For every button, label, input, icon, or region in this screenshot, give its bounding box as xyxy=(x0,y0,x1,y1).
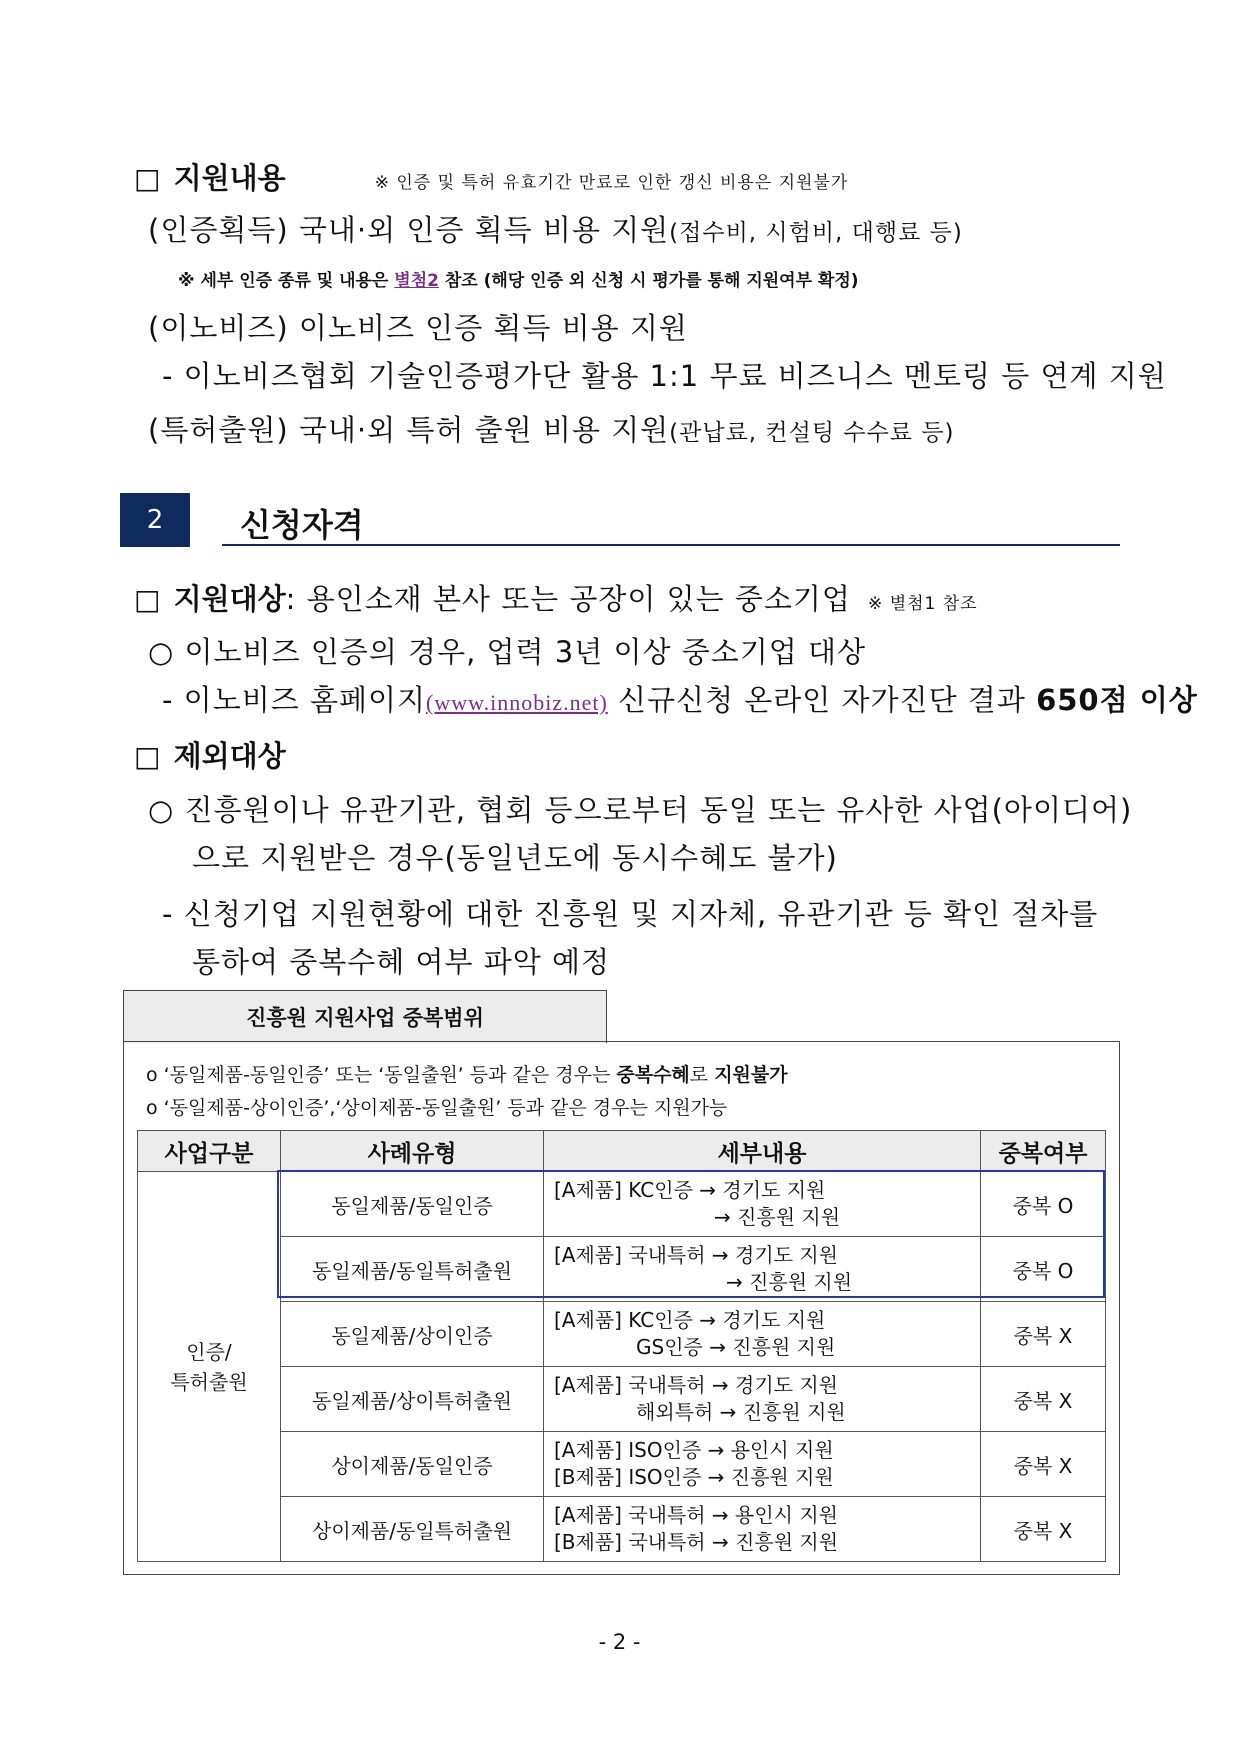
table-header-row xyxy=(138,1131,1106,1172)
section-title: 신청자격 xyxy=(240,506,364,544)
table-row: 상이제품/동일인증 [A제품] ISO인증 → 용인시 지원 [B제품] ISO인증 → 진흥원 지원 중복 X xyxy=(138,1432,1106,1497)
support-content-heading xyxy=(134,156,848,197)
support-target: □ 지원대상: 용인소재 본사 또는 공장이 있는 중소기업 ※ 별첨1 참조 xyxy=(134,582,978,616)
item-innobiz: (이노비즈) 이노비즈 인증 획득 비용 지원 xyxy=(148,311,688,345)
square-bullet-icon: □ xyxy=(134,162,161,195)
dup-scope-box xyxy=(123,1041,1120,1575)
dup-rule-2: o ‘동일제품-상이인증’,‘상이제품-동일출원’ 등과 같은 경우는 지원가능 xyxy=(146,1097,728,1119)
exclusion-item-line1: ○ 진흥원이나 유관기관, 협회 등으로부터 동일 또는 유사한 사업(아이디어) xyxy=(148,793,1133,827)
innobiz-url-link[interactable]: (www.innobiz.net) xyxy=(426,690,608,715)
item-patent-application: (특허출원) 국내·외 특허 출원 비용 지원(관납료, 컨설팅 수수료 등) xyxy=(148,413,955,447)
innobiz-mentoring-sub: - 이노비즈협회 기술인증평가단 활용 1:1 무료 비즈니스 멘토링 등 연계 지원 xyxy=(162,359,1167,393)
header-category: 사업구분 xyxy=(138,1131,281,1172)
dup-box-title: 진흥원 지원사업 중복범위 xyxy=(123,990,607,1043)
appendix2-link[interactable]: 별첨2 xyxy=(394,271,439,291)
innobiz-self-check: - 이노비즈 홈페이지(www.innobiz.net) 신규신청 온라인 자가진단 결과 650점 이상 xyxy=(162,683,1198,717)
item-cert-acquisition: (인증획득) 국내·외 인증 획득 비용 지원(접수비, 시험비, 대행료 등) xyxy=(148,213,963,247)
heading-text: 지원내용 xyxy=(173,161,286,195)
table-row: 동일제품/상이특허출원 [A제품] 국내특허 → 경기도 지원 해외특허 → 진흥원 지원 중복 X xyxy=(138,1367,1106,1432)
category-cell: 인증/ 특허출원 xyxy=(138,1172,281,1562)
section-number: 2 xyxy=(120,493,190,547)
table-row: 동일제품/상이인증 [A제품] KC인증 → 경기도 지원 GS인증 → 진흥원 지원 중복 X xyxy=(138,1302,1106,1367)
dup-rule-1: o ‘동일제품-동일인증’ 또는 ‘동일출원’ 등과 같은 경우는 중복수혜로 지원불가 xyxy=(146,1064,788,1086)
exclusion-item-line2: 으로 지원받은 경우(동일년도에 동시수혜도 불가) xyxy=(192,841,838,875)
section-divider xyxy=(222,544,1120,546)
exclusion-heading: □ 제외대상 xyxy=(134,739,286,773)
dup-table xyxy=(137,1130,1106,1562)
square-bullet-icon: □ xyxy=(134,740,161,773)
square-bullet-icon: □ xyxy=(134,583,161,616)
table-row: 동일제품/동일특허출원 [A제품] 국내특허 → 경기도 지원 → 진흥원 지원 중복 O xyxy=(138,1237,1106,1302)
header-detail: 세부내용 xyxy=(544,1131,981,1172)
exclusion-sub-line1: - 신청기업 지원현황에 대한 진흥원 및 지자체, 유관기관 등 확인 절차를 xyxy=(162,897,1099,931)
table-row: 인증/ 특허출원 동일제품/동일인증 [A제품] KC인증 → 경기도 지원 → 진흥원 지원 중복 O xyxy=(138,1172,1106,1237)
header-case-type: 사례유형 xyxy=(281,1131,544,1172)
page-number: - 2 - xyxy=(598,1630,641,1654)
header-duplicate: 중복여부 xyxy=(981,1131,1106,1172)
table-row: 상이제품/동일특허출원 [A제품] 국내특허 → 용인시 지원 [B제품] 국내특허 → 진흥원 지원 중복 X xyxy=(138,1497,1106,1562)
innobiz-eligibility: ○ 이노비즈 인증의 경우, 업력 3년 이상 중소기업 대상 xyxy=(148,635,866,669)
renewal-note: ※ 인증 및 특허 유효기간 만료로 인한 갱신 비용은 지원불가 xyxy=(374,173,849,193)
exclusion-sub-line2: 통하여 중복수혜 여부 파악 예정 xyxy=(192,945,611,979)
cert-detail-note: ※ 세부 인증 종류 및 내용은 별첨2 참조 (해당 인증 외 신청 시 평가를 통해 지원여부 확정) xyxy=(178,271,859,291)
